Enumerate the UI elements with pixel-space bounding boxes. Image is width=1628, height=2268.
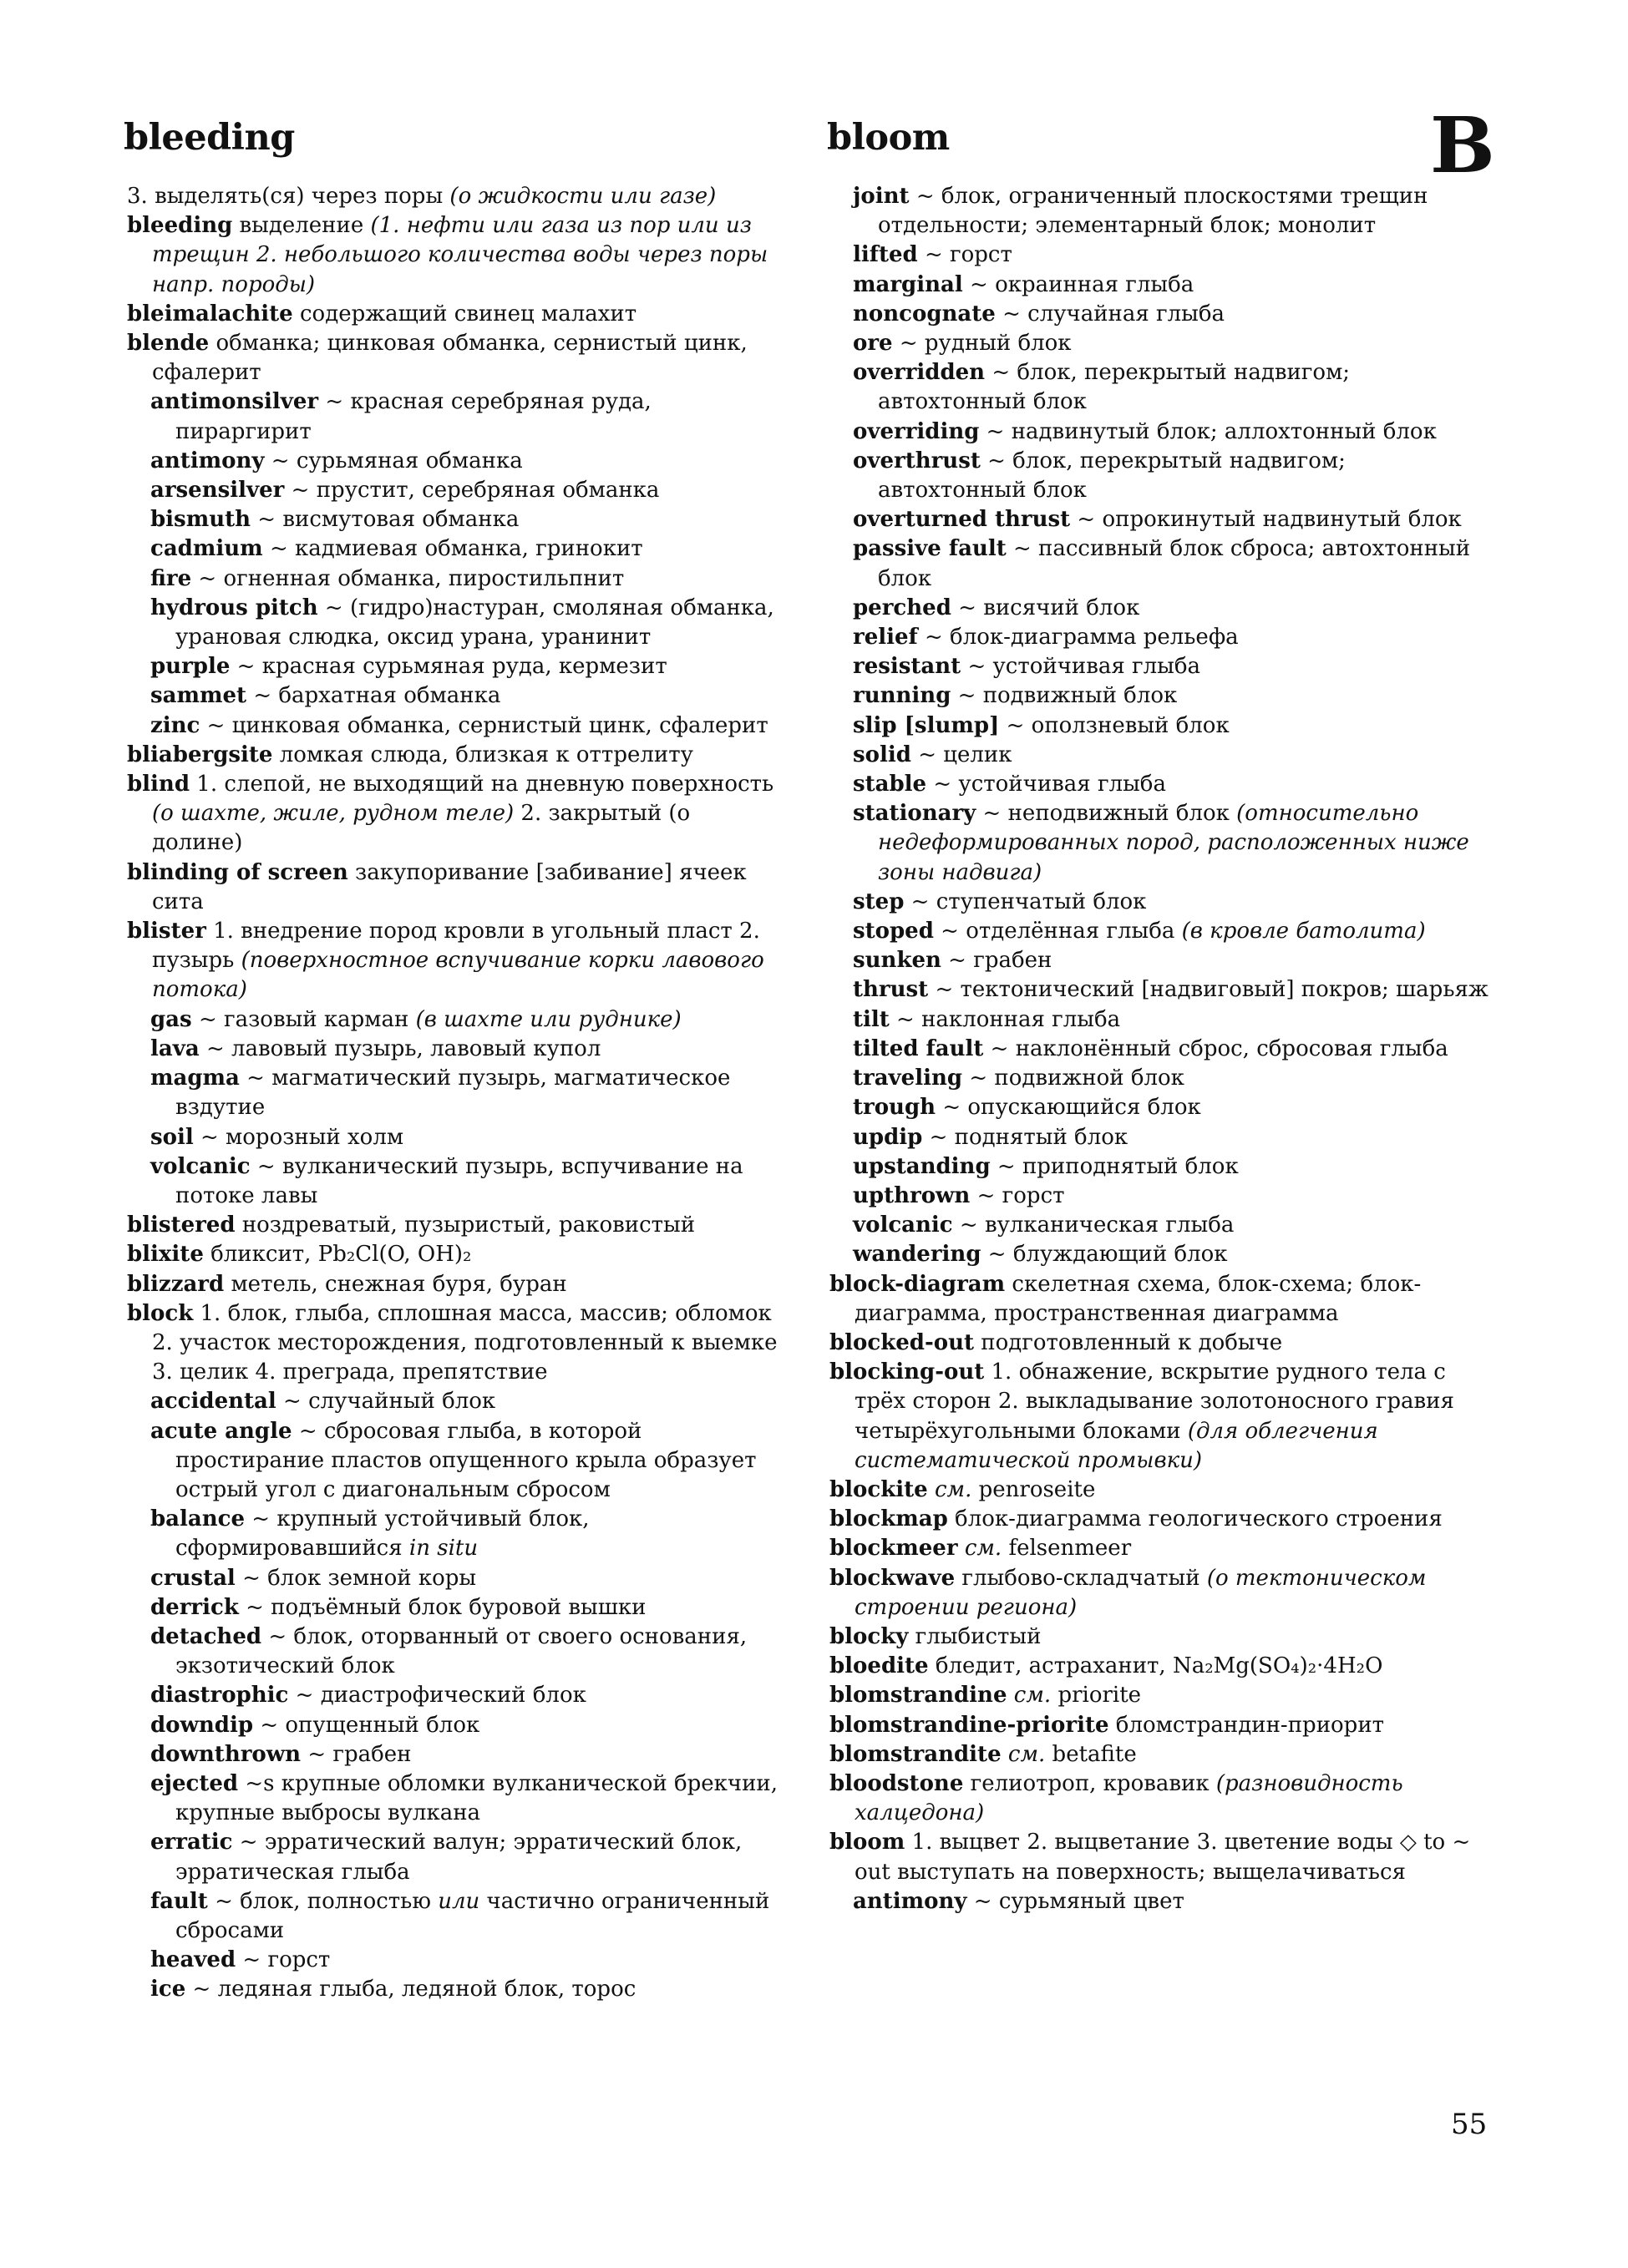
entry-tail: priorite [1057,1683,1142,1709]
left-guide-word: bleeding [124,117,295,159]
entry-headword: purple [150,654,231,680]
entry-headword: lifted [853,242,918,268]
entry-definition: ~ подвижный блок [957,683,1178,709]
entry-headword: trough [853,1095,936,1121]
sub-entry [829,623,1494,652]
right-guide-word: bloom [827,117,950,159]
entry-headword: thrust [853,977,929,1003]
entry-headword: crustal [150,1565,236,1591]
entry-note: см. [934,1476,972,1502]
sub-entry [829,770,1494,799]
dictionary-entry [127,182,787,211]
entry-note: (1. нефти или газа из пор или из трещин 2. небольшого количества воды через поры напр. породы) [152,213,768,297]
entry-headword: balance [150,1506,246,1532]
entry-definition: 1. блок, глыба, сплошная масса, массив; обломок 2. участок месторождения, подготовленный к выемке 3. целик 4. преграда, препятствие [152,1300,778,1385]
left-column [127,182,787,2005]
entry-definition: ~ тектонический [надвиговый] покров; шарьяж [935,977,1489,1003]
entry-tail: частично ограниченный сбросами [175,1888,770,1943]
dictionary-entry [829,1534,1494,1563]
entry-headword: blende [127,331,210,357]
entry-definition: ~ пассивный блок сброса; автохтонный блок [878,536,1471,591]
entry-headword: bloedite [829,1653,929,1679]
entry-definition: ~ устойчивая глыба [967,654,1201,680]
entry-headword: arsensilver [150,478,285,504]
sub-entry [127,1123,787,1152]
sub-entry [829,1887,1494,1916]
entry-headword: downthrown [150,1741,302,1767]
entry-definition: ~ горст [242,1947,331,1973]
entry-definition: ~ морозный холм [200,1124,404,1150]
dictionary-entry [829,1623,1494,1652]
entry-definition: ~ газовый карман [198,1006,409,1032]
entry-definition: ~ надвинутый блок; аллохтонный блок [986,418,1437,444]
dictionary-entry [829,1828,1494,1886]
entry-note: (относительно недеформированных пород, расположенных ниже зоны надвига) [878,801,1469,885]
entry-headword: fault [150,1888,208,1914]
entry-definition: бледит, астраханит, Na₂Mg(SO₄)₂·4H₂O [935,1653,1383,1679]
section-letter: B [1430,100,1495,190]
entry-headword: blizzard [127,1271,225,1297]
entry-note: (в шахте или руднике) [415,1006,682,1032]
entry-headword: cadmium [150,536,263,562]
entry-definition: ~ блок-диаграмма рельефа [925,625,1239,651]
entry-definition: подготовленный к добыче [981,1329,1283,1355]
sub-entry [127,1711,787,1740]
sub-entry [127,505,787,534]
sub-entry [127,1152,787,1211]
entry-definition: ~ неподвижный блок [982,801,1230,827]
sub-entry [127,447,787,476]
entry-definition: ~ оползневый блок [1006,712,1230,738]
entry-headword: running [853,683,951,709]
entry-definition: ~ лавовый пузырь, лавовый купол [205,1035,601,1061]
entry-definition: ~ магматический пузырь, магматическое вздутие [175,1066,731,1121]
entry-note: (в кровле батолита) [1181,919,1426,944]
entry-definition: ~ блок земной коры [242,1565,477,1591]
entry-headword: derrick [150,1594,239,1620]
sub-entry [829,1064,1494,1093]
entry-headword: blockmap [829,1506,948,1532]
entry-headword: tilted fault [853,1035,984,1061]
dictionary-entry [127,1299,787,1388]
entry-definition: 1. слепой, не выходящий на дневную поверхность [196,772,774,797]
dictionary-entry [127,1240,787,1269]
entry-headword: bleimalachite [127,301,293,327]
sub-entry [127,1417,787,1506]
sub-entry [829,652,1494,681]
sub-entry [127,1564,787,1593]
entry-headword: relief [853,625,918,651]
entry-definition: ~ блок, перекрытый надвигом; автохтонный блок [878,360,1351,415]
entry-note: (о шахте, жиле, рудном теле) [152,801,515,827]
entry-headword: tilt [853,1006,890,1032]
entry-headword: volcanic [853,1212,953,1238]
entry-headword: blocking-out [829,1359,985,1385]
entry-headword: bleeding [127,213,233,239]
dictionary-entry [127,1270,787,1299]
entry-headword: blocky [829,1623,909,1649]
sub-entry [127,594,787,652]
entry-headword: blistered [127,1212,236,1238]
sub-entry [829,1123,1494,1152]
entry-headword: ejected [150,1770,239,1796]
entry-headword: passive fault [853,536,1007,562]
entry-definition: 1. выцвет 2. выцветание 3. цветение воды ◇ to ~ out выступать на поверхность; выщелачиваться [855,1830,1471,1885]
entry-headword: bloodstone [829,1770,964,1796]
entry-headword: antimonsilver [150,389,319,415]
entry-headword: gas [150,1006,192,1032]
entry-definition: ~ ледяная глыба, ледяной блок, торос [192,1977,636,2002]
dictionary-entry [127,329,787,387]
sub-entry [829,329,1494,358]
entry-headword: blockite [829,1476,928,1502]
entry-headword: magma [150,1066,240,1091]
entry-headword: stable [853,772,927,797]
sub-entry [127,1828,787,1886]
entry-definition: ~ случайная глыба [1002,301,1225,327]
sub-entry [829,1093,1494,1122]
entry-tail: felsenmeer [1008,1536,1132,1562]
sub-entry [829,358,1494,417]
sub-entry [127,1740,787,1769]
entry-definition: ~ огненная обманка, пиростильпнит [198,565,625,591]
entry-headword: bismuth [150,507,251,533]
entry-definition: ~ наклонённый сброс, сбросовая глыба [990,1035,1448,1061]
entry-note: (поверхностное вспучивание корки лавового потока) [152,948,764,1003]
entry-headword: blixite [127,1242,204,1268]
entry-headword: joint [853,184,910,209]
entry-headword: blinding of screen [127,859,348,885]
entry-definition: ~ (гидро)настуран, смоляная обманка, урановая слюдка, оксид урана, уранинит [175,595,774,651]
entry-headword: bliabergsite [127,742,273,767]
entry-headword: overthrust [853,448,981,473]
entry-definition: ломкая слюда, близкая к оттрелиту [279,742,693,767]
entry-definition: ~ целик [918,742,1012,767]
entry-headword: volcanic [150,1153,251,1179]
sub-entry [829,418,1494,447]
entry-headword: overturned thrust [853,507,1071,533]
dictionary-entry [829,1270,1494,1329]
entry-tail: betafite [1052,1741,1137,1767]
entry-headword: traveling [853,1066,963,1091]
sub-entry [127,1387,787,1416]
entry-definition: глыбово-складчатый [961,1565,1200,1591]
entry-definition: ~ вулканическая глыба [959,1212,1235,1238]
sub-entry [127,1593,787,1623]
entry-headword: antimony [150,448,265,473]
entry-note: in situ [408,1536,479,1562]
sub-entry [829,1211,1494,1240]
entry-definition: выделение [239,213,364,239]
entry-definition: метель, снежная буря, буран [231,1271,567,1297]
entry-definition: бломстрандин-приорит [1115,1712,1385,1738]
entry-headword: ore [853,331,893,357]
sub-entry [829,240,1494,270]
sub-entry [127,1035,787,1064]
entry-definition: ~ горст [924,242,1012,268]
entry-definition: обманка; цинковая обманка, сернистый цинк, сфалерит [152,331,748,386]
entry-headword: stoped [853,919,934,944]
dictionary-entry [829,1505,1494,1534]
dictionary-entry [127,770,787,858]
entry-definition: ~ висячий блок [958,595,1140,620]
entry-headword: blockmeer [829,1536,958,1562]
entry-headword: bloom [829,1830,905,1855]
entry-definition: скелетная схема, блок-схема; блок-диаграмма, пространственная диаграмма [855,1271,1422,1326]
entry-definition: ~ ступенчатый блок [910,888,1147,914]
sub-entry [829,1035,1494,1064]
entry-headword: resistant [853,654,961,680]
sub-entry [127,1505,787,1563]
entry-note: см. [964,1536,1002,1562]
sub-entry [829,1152,1494,1182]
entry-definition: ~ кадмиевая обманка, гринокит [269,536,643,562]
sub-entry [127,711,787,741]
entry-headword: blocked-out [829,1329,975,1355]
entry-headword: acute angle [150,1418,292,1444]
entry-definition: гелиотроп, кровавик [970,1770,1210,1796]
entry-definition: ~ диастрофический блок [295,1683,586,1709]
entry-definition: ~ грабен [948,948,1052,974]
entry-headword: solid [853,742,911,767]
sub-entry [829,271,1494,300]
entry-note: см. [1007,1741,1046,1767]
entry-tail: penroseite [978,1476,1096,1502]
entry-headword: antimony [853,1888,967,1914]
entry-headword: updip [853,1124,923,1150]
entry-note: (для облегчения систематической промывки) [855,1418,1378,1473]
sub-entry [829,505,1494,534]
sub-entry [127,534,787,564]
entry-headword: block-diagram [829,1271,1006,1297]
entry-definition: ~ горст [976,1182,1065,1208]
dictionary-entry [127,917,787,1005]
dictionary-entry [127,211,787,300]
sub-entry [829,447,1494,505]
entry-definition: ~ подъёмный блок буровой вышки [246,1594,647,1620]
entry-headword: blind [127,772,190,797]
sub-entry [829,741,1494,770]
dictionary-entry [829,1652,1494,1681]
sub-entry [829,681,1494,711]
entry-definition: ~ эрратический валун; эрратический блок, эрратическая глыба [175,1830,743,1885]
entry-definition: блок-диаграмма геологического строения [955,1506,1443,1532]
entry-definition: ~ бархатная обманка [253,683,501,709]
entry-definition: ~ грабен [307,1741,412,1767]
entry-headword: marginal [853,271,963,297]
sub-entry [829,946,1494,975]
sub-entry [127,1005,787,1035]
dictionary-entry [829,1564,1494,1623]
sub-entry [127,1681,787,1710]
sub-entry [127,1769,787,1828]
entry-definition: ~ цинковая обманка, сернистый цинк, сфалерит [206,712,768,738]
sub-entry [829,711,1494,741]
entry-definition: глыбистый [915,1623,1042,1649]
entry-definition: ~ красная сурьмяная руда, кермезит [236,654,667,680]
entry-definition: 3. выделять(ся) через поры [127,184,444,209]
entry-headword: overriding [853,418,980,444]
entry-headword: sunken [853,948,941,974]
entry-headword: sammet [150,683,247,709]
entry-definition: ~ сурьмяная обманка [271,448,523,473]
entry-headword: erratic [150,1830,233,1855]
entry-definition: ~ вулканический пузырь, вспучивание на потоке лавы [175,1153,743,1208]
entry-headword: diastrophic [150,1683,289,1709]
entry-definition: ~ прустит, серебряная обманка [291,478,660,504]
entry-headword: noncognate [853,301,996,327]
entry-definition: ~ случайный блок [283,1389,496,1415]
sub-entry [127,1946,787,1975]
entry-definition: ~ красная серебряная руда, пираргирит [175,389,652,444]
entry-note: см. [1013,1683,1052,1709]
entry-definition: ~ подвижной блок [969,1066,1184,1091]
entry-definition: ноздреватый, пузыристый, раковистый [241,1212,696,1238]
dictionary-entry [127,1211,787,1240]
entry-note: или [438,1888,480,1914]
sub-entry [829,975,1494,1005]
dictionary-entry [829,1681,1494,1710]
entry-definition: бликсит, Pb₂Cl(O, OH)₂ [210,1242,472,1268]
entry-definition: содержащий свинец малахит [300,301,637,327]
entry-headword: ice [150,1977,186,2002]
entry-headword: accidental [150,1389,276,1415]
sub-entry [829,1005,1494,1035]
entry-definition: ~ устойчивая глыба [933,772,1166,797]
entry-headword: upstanding [853,1153,991,1179]
entry-headword: detached [150,1623,262,1649]
entry-headword: stationary [853,801,976,827]
sub-entry [829,1240,1494,1269]
sub-entry [829,300,1494,329]
page-number: 55 [1451,2108,1488,2141]
entry-note: (разновидность халцедона) [855,1770,1403,1826]
sub-entry [829,594,1494,623]
entry-definition: ~ опускающийся блок [942,1095,1201,1121]
entry-definition: 1. внедрение пород кровли в угольный пласт 2. пузырь [152,919,760,974]
sub-entry [127,681,787,711]
entry-definition: ~ крупный устойчивый блок, сформировавшийся [175,1506,590,1562]
entry-headword: blomstrandine [829,1683,1007,1709]
entry-headword: step [853,888,905,914]
entry-definition: ~ поднятый блок [929,1124,1128,1150]
entry-definition: ~ рудный блок [899,331,1072,357]
dictionary-entry [829,1711,1494,1740]
sub-entry [127,476,787,505]
entry-definition: закупоривание [забивание] ячеек сита [152,859,747,914]
dictionary-entry [829,1740,1494,1769]
entry-definition: 1. обнажение, вскрытие рудного тела с трёх сторон 2. выкладывание золотоносного гравия четырёхугольными блоками [855,1359,1454,1444]
entry-headword: wandering [853,1242,981,1268]
sub-entry [127,1975,787,2004]
entry-headword: blomstrandite [829,1741,1002,1767]
entry-definition: ~ отделённая глыба [941,919,1175,944]
entry-headword: blockwave [829,1565,956,1591]
sub-entry [829,534,1494,593]
dictionary-entry [127,300,787,329]
sub-entry [127,1887,787,1946]
entry-headword: hydrous pitch [150,595,318,620]
entry-definition: ~ блок, ограниченный плоскостями трещин отдельности; элементарный блок; монолит [878,184,1428,239]
entry-definition: ~ блок, перекрытый надвигом; автохтонный блок [878,448,1346,504]
entry-definition: ~ окраинная глыба [970,271,1194,297]
entry-tail: 2. закрытый (о долине) [152,801,691,856]
entry-definition: ~ висмутовая обманка [257,507,520,533]
entry-headword: lava [150,1035,200,1061]
entry-headword: perched [853,595,951,620]
sub-entry [127,1623,787,1681]
entry-headword: blomstrandine-priorite [829,1712,1109,1738]
entry-definition: ~ блок, полностью [215,1888,431,1914]
dictionary-entry [127,741,787,770]
entry-headword: heaved [150,1947,236,1973]
sub-entry [829,799,1494,888]
sub-entry [829,888,1494,917]
entry-note: (о тектоническом строении региона) [855,1565,1427,1620]
dictionary-entry [829,1769,1494,1828]
entry-headword: blister [127,919,206,944]
sub-entry [127,652,787,681]
sub-entry [127,564,787,594]
entry-headword: upthrown [853,1182,971,1208]
entry-definition: ~ наклонная глыба [896,1006,1121,1032]
sub-entry [829,182,1494,240]
sub-entry [829,917,1494,946]
dictionary-entry [829,1358,1494,1476]
entry-headword: zinc [150,712,200,738]
entry-definition: ~ блок, оторванный от своего основания, экзотический блок [175,1623,748,1679]
entry-note: (о жидкости или газе) [449,184,717,209]
entry-definition: ~ сбросовая глыба, в которой простирание пластов опущенного крыла образует острый угол с диагональным сбросом [175,1418,757,1502]
dictionary-entry [127,858,787,917]
entry-headword: slip [slump] [853,712,1000,738]
entry-definition: ~ опрокинутый надвинутый блок [1077,507,1462,533]
entry-headword: downdip [150,1712,254,1738]
entry-definition: ~ опущенный блок [260,1712,480,1738]
entry-definition: ~s крупные обломки вулканической брекчии, крупные выбросы вулкана [175,1770,778,1826]
dictionary-entry [829,1329,1494,1358]
sub-entry [829,1182,1494,1211]
entry-definition: ~ приподнятый блок [997,1153,1239,1179]
entry-definition: ~ блуждающий блок [987,1242,1228,1268]
dictionary-entry [829,1476,1494,1505]
right-column [829,182,1494,1916]
entry-headword: fire [150,565,192,591]
sub-entry [127,387,787,446]
entry-definition: ~ сурьмяный цвет [973,1888,1184,1914]
entry-headword: overridden [853,360,986,386]
sub-entry [127,1064,787,1122]
entry-headword: soil [150,1124,194,1150]
entry-headword: block [127,1300,194,1326]
